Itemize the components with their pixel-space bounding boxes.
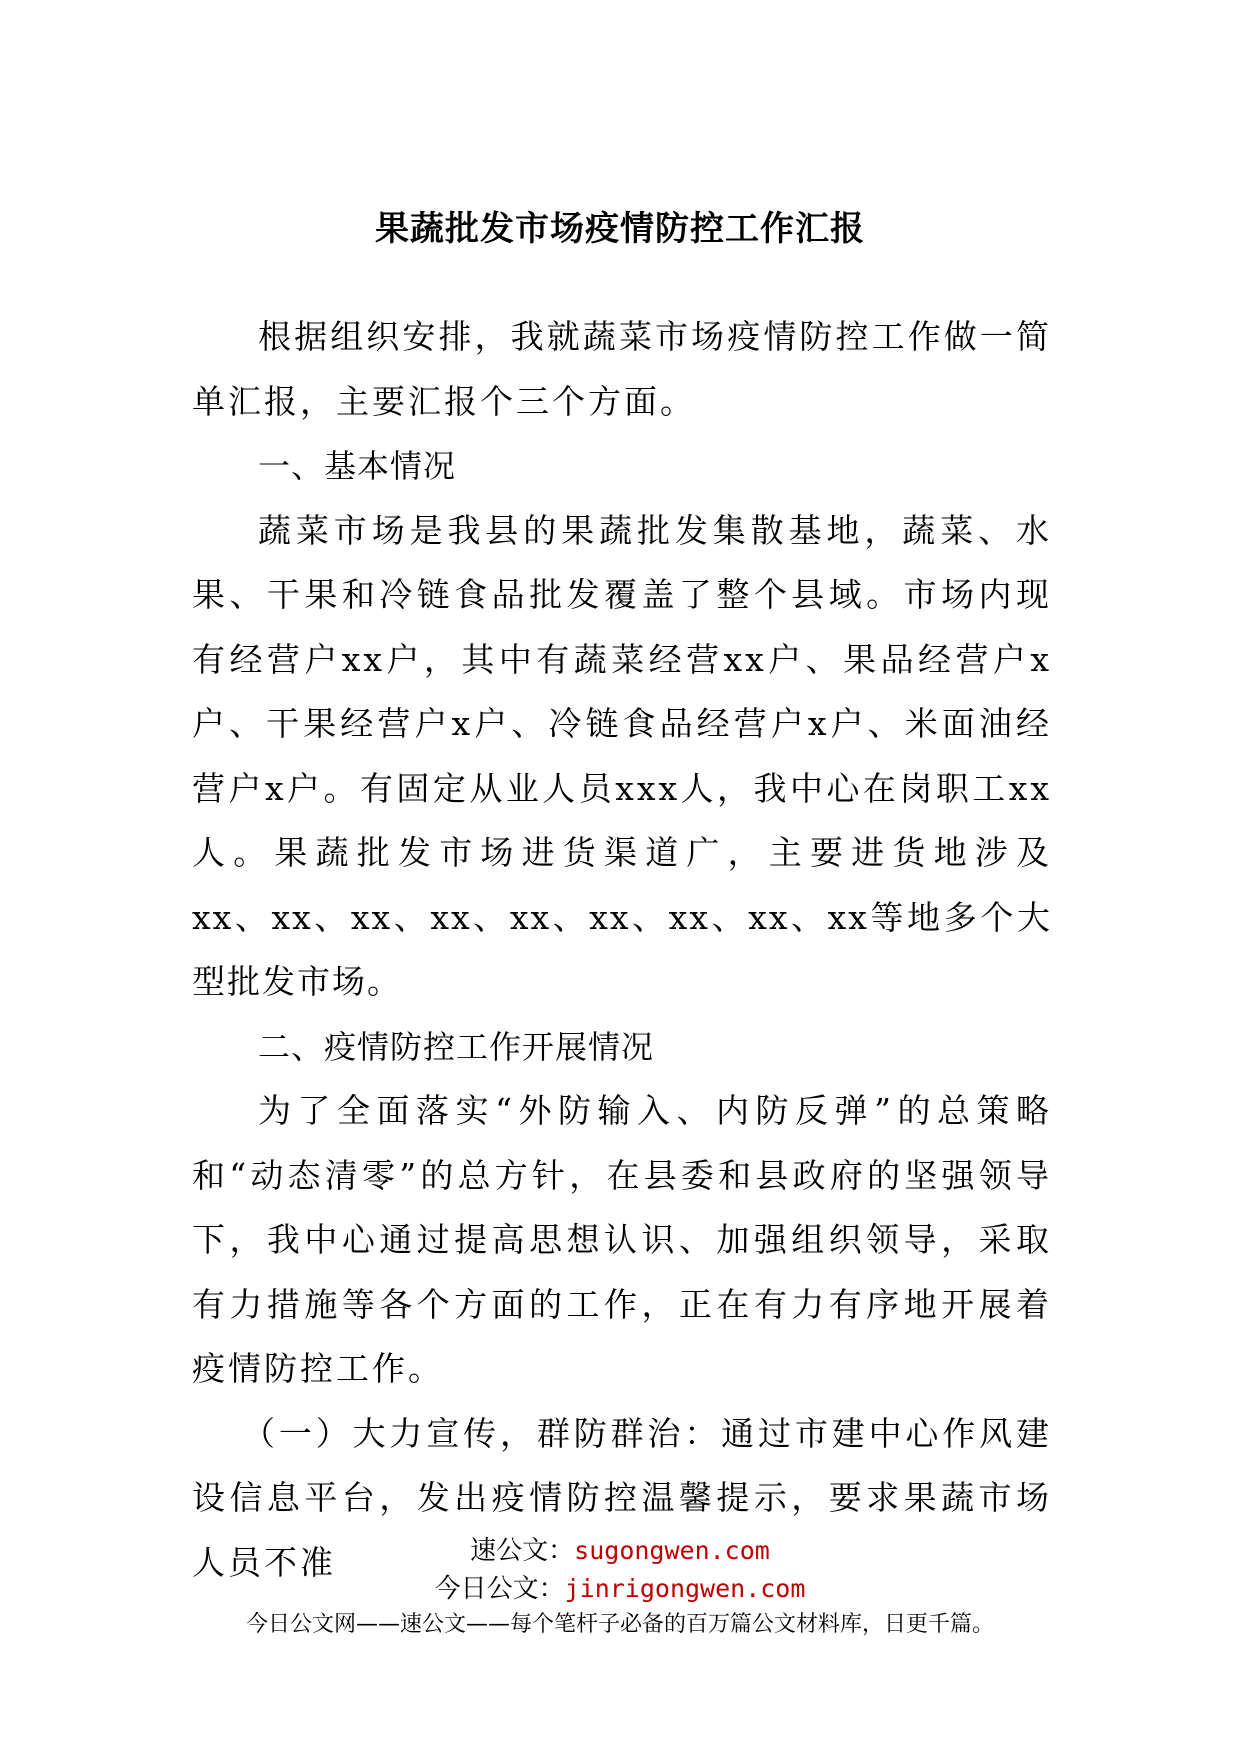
footer-slogan: 今日公文网——速公文——每个笔杆子必备的百万篇公文材料库，日更千篇。 (245, 1612, 994, 1637)
paragraph-basic-situation: 蔬菜市场是我县的果蔬批发集散基地，蔬菜、水果、干果和冷链食品批发覆盖了整个县域。市场内现有经营户xx户，其中有蔬菜经营xx户、果品经营户x户、干果经营户x户、冷链食品经营户x户、米面油经营户x户。有固定从业人员xxx人，我中心在岗职工xx人。果蔬批发市场进货渠道广，主要进货地涉及 (192, 510, 1052, 872)
footer-line-sugongwen (0, 1532, 1240, 1570)
footer-link-jinrigongwen[interactable]: jinrigongwen.com (564, 1574, 806, 1603)
section-heading-basic: 一、基本情况 (258, 447, 457, 485)
footer-link-sugongwen[interactable]: sugongwen.com (574, 1536, 770, 1565)
section-heading-prevention: 二、疫情防控工作开展情况 (258, 1027, 655, 1066)
paragraph-basic-situation-cont: xx、xx、xx、xx、xx、xx、xx、xx、xx等地多个大型批发市场。 (192, 897, 1052, 1001)
document-title: 果蔬批发市场疫情防控工作汇报 (375, 209, 865, 249)
footer-label-jinrigongwen: 今日公文： (434, 1574, 565, 1604)
paragraph-measure-one: （一）大力宣传，群防群治：通过市建中心作风建设信息平台，发出疫情防控温馨提示，要求果蔬市场人员不准 (192, 1413, 1052, 1582)
paragraph-prevention: 为了全面落实“外防输入、内防反弹”的总策略和“动态清零”的总方针，在县委和县政府的坚强领导下，我中心通过提高思想认识、加强组织领导，采取有力措施等各个方面的工作，正在有力有序地开展着疫情防控工作。 (192, 1091, 1052, 1388)
footer-label-sugongwen: 速公文： (470, 1536, 575, 1566)
paragraph-intro: 根据组织安排，我就蔬菜市场疫情防控工作做一简单汇报，主要汇报个三个方面。 (192, 317, 1052, 421)
document-body (192, 305, 1052, 1595)
page-footer (0, 1532, 1240, 1642)
footer-line-jinrigongwen (0, 1570, 1240, 1608)
